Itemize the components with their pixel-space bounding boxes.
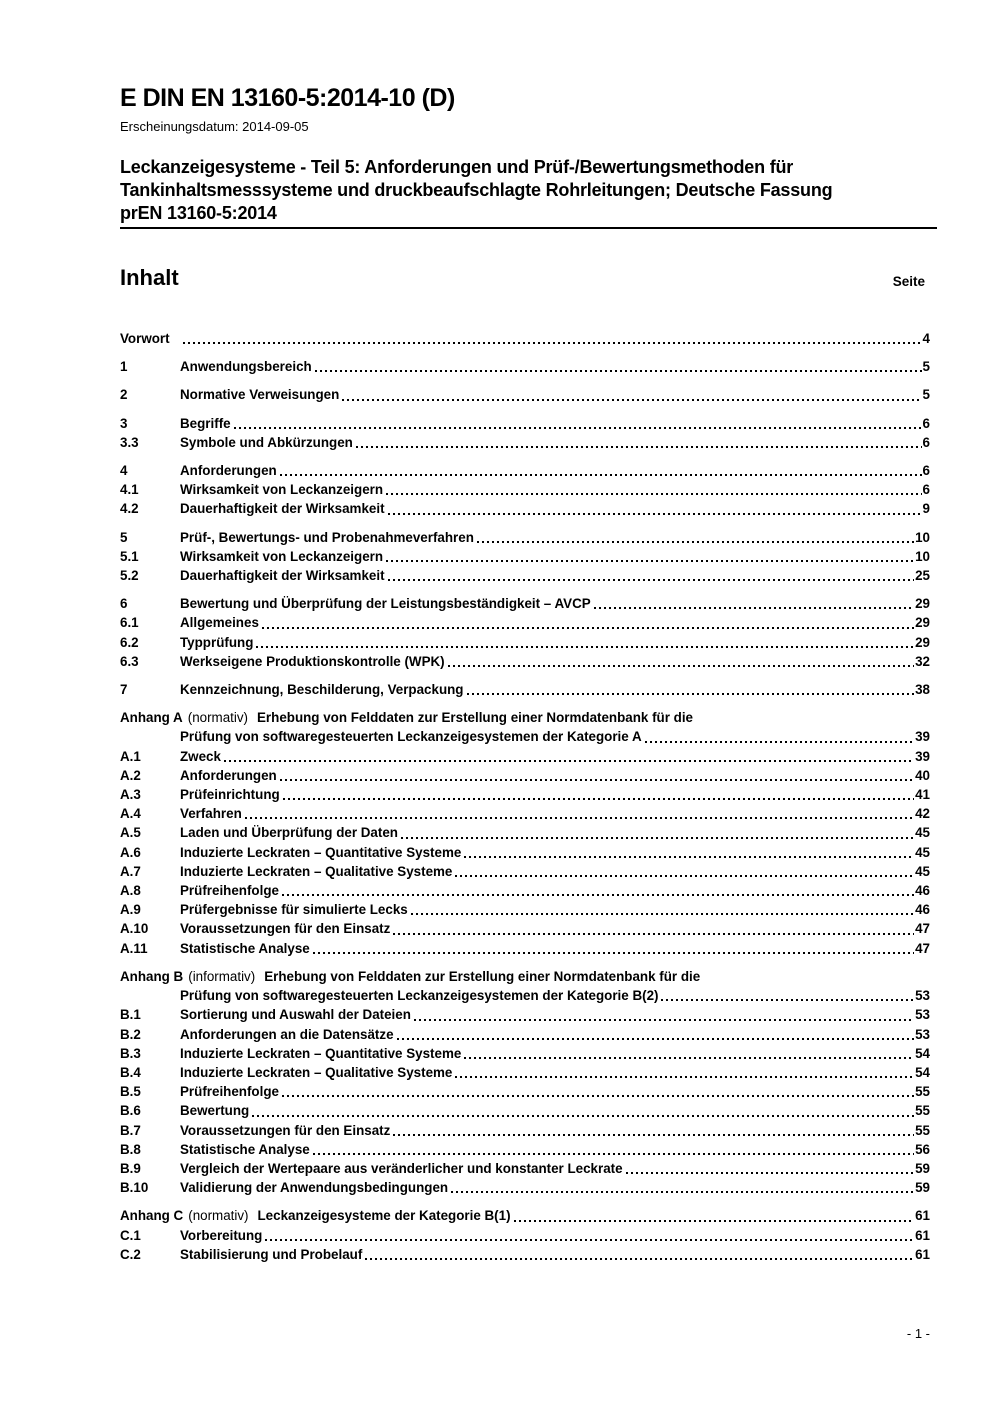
toc-entry-number: B.3: [120, 1045, 141, 1061]
toc-entry-number: B.7: [120, 1122, 141, 1138]
toc-group: [120, 594, 930, 671]
toc-page-number: 61: [915, 1227, 930, 1243]
toc-entry-title: Bewertung und Überprüfung der Leistungsbeständigkeit – AVCP: [180, 596, 591, 612]
toc-page-number: 9: [922, 501, 930, 517]
toc-dot-leader: [282, 1095, 914, 1097]
toc-page-number: 38: [915, 682, 930, 698]
toc-entry-number: 5.2: [120, 568, 139, 584]
toc-entry-title: Induzierte Leckraten – Quantitative Systeme: [180, 844, 462, 860]
toc-entry: [120, 633, 930, 652]
toc-entry-title: Statistische Analyse: [180, 940, 310, 956]
toc-page-number: 5: [922, 387, 930, 403]
toc-list: [120, 329, 930, 1264]
toc-dot-leader: [401, 837, 914, 839]
toc-page-number: 29: [915, 634, 930, 650]
toc-entry-title: Induzierte Leckraten – Qualitative Systeme: [180, 1064, 453, 1080]
toc-dot-leader: [183, 342, 922, 344]
toc-entry: [120, 766, 930, 785]
toc-entry: [120, 613, 930, 632]
toc-dot-leader: [365, 1258, 914, 1260]
toc-entry-number: C.1: [120, 1227, 141, 1243]
toc-page-number: 25: [915, 568, 930, 584]
toc-heading: Inhalt: [120, 265, 179, 290]
toc-entry: [120, 1226, 930, 1245]
toc-page-number: 47: [915, 921, 930, 937]
toc-entry-title: Erhebung von Felddaten zur Erstellung einer Normdatenbank für die: [264, 968, 701, 984]
toc-entry-number: 5.1: [120, 548, 139, 564]
toc-entry-title: Zweck: [180, 748, 221, 764]
toc-entry-title: Allgemeines: [180, 615, 259, 631]
toc-entry: [120, 357, 930, 376]
toc-dot-leader: [464, 1057, 914, 1059]
toc-entry-number: B.6: [120, 1103, 141, 1119]
toc-page-number: 5: [922, 359, 930, 375]
header-divider-rule: [120, 227, 937, 229]
toc-group: [120, 329, 930, 348]
toc-page-number: 6: [922, 482, 930, 498]
toc-entry: [120, 1005, 930, 1024]
toc-dot-leader: [411, 913, 914, 915]
toc-entry-number: Anhang C: [120, 1208, 184, 1224]
toc-page-number: 10: [915, 548, 930, 564]
toc-entry-number: A.11: [120, 940, 148, 956]
toc-page-number: 55: [915, 1103, 930, 1119]
toc-dot-leader: [245, 817, 914, 819]
toc-entry: [120, 1245, 930, 1264]
toc-page-number: 32: [915, 653, 930, 669]
toc-entry-number: A.5: [120, 825, 141, 841]
toc-entry: [120, 967, 930, 986]
toc-entry-title: Prüfergebnisse für simulierte Lecks: [180, 902, 408, 918]
toc-group: [120, 1206, 930, 1264]
toc-entry-number: A.10: [120, 921, 149, 937]
toc-annex-qualifier: (normativ): [187, 710, 248, 726]
toc-entry-title: Wirksamkeit von Leckanzeigern: [180, 548, 384, 564]
toc-dot-leader: [252, 1115, 914, 1117]
toc-group: [120, 414, 930, 452]
toc-dot-leader: [397, 1038, 915, 1040]
toc-entry-title: Leckanzeigesysteme der Kategorie B(1): [257, 1208, 511, 1224]
toc-page-number: 53: [915, 988, 930, 1004]
toc-page-number: 39: [915, 748, 930, 764]
toc-entry: [120, 785, 930, 804]
toc-dot-leader: [661, 999, 914, 1001]
toc-dot-leader: [455, 875, 914, 877]
toc-entry-number: 2: [120, 387, 128, 403]
toc-entry: [120, 499, 930, 518]
toc-entry-title: Voraussetzungen für den Einsatz: [180, 921, 391, 937]
toc-annex-qualifier: (normativ): [188, 1208, 249, 1224]
toc-entry: [120, 594, 930, 613]
toc-entry-number: 3.3: [120, 434, 139, 450]
toc-entry: [120, 939, 930, 958]
toc-entry-number: A.1: [120, 748, 141, 764]
toc-entry-number: B.10: [120, 1180, 149, 1196]
toc-entry-title: Stabilisierung und Probelauf: [180, 1246, 363, 1262]
toc-dot-leader: [393, 933, 914, 935]
toc-entry-title: Voraussetzungen für den Einsatz: [180, 1122, 391, 1138]
toc-dot-leader: [256, 646, 914, 648]
toc-page-number: 40: [915, 767, 930, 783]
toc-entry-title: Verfahren: [180, 806, 242, 822]
toc-entry-number: 7: [120, 682, 128, 698]
toc-entry: [120, 1063, 930, 1082]
toc-entry-title: Typprüfung: [180, 634, 254, 650]
toc-group: [120, 967, 930, 1197]
toc-entry: [120, 547, 930, 566]
toc-entry-title: Kennzeichnung, Beschilderung, Verpackung: [180, 682, 464, 698]
toc-page-number: 4: [922, 331, 930, 346]
toc-entry-number: Anhang B: [120, 968, 184, 984]
toc-page-number: 45: [915, 825, 930, 841]
toc-dot-leader: [388, 513, 922, 515]
toc-dot-leader: [342, 399, 921, 401]
toc-entry-number: A.6: [120, 844, 141, 860]
toc-entry: [120, 480, 930, 499]
toc-entry: [120, 329, 930, 348]
toc-dot-leader: [477, 541, 914, 543]
toc-page-number: 47: [915, 940, 930, 956]
toc-entry: [120, 1140, 930, 1159]
toc-dot-leader: [514, 1220, 915, 1222]
toc-entry-number: 5: [120, 529, 128, 545]
toc-dot-leader: [262, 627, 914, 629]
toc-entry-title: Prüfeinrichtung: [180, 787, 280, 803]
toc-group: [120, 528, 930, 586]
toc-entry-number: A.2: [120, 767, 141, 783]
toc-entry-title: Induzierte Leckraten – Qualitative Systeme: [180, 863, 453, 879]
toc-page-number: 39: [915, 729, 930, 745]
toc-entry: [120, 823, 930, 842]
toc-entry-number: Vorwort: [120, 331, 170, 346]
toc-dot-leader: [282, 894, 914, 896]
toc-entry-title: Prüf-, Bewertungs- und Probenahmeverfahren: [180, 529, 474, 545]
toc-entry-title: Dauerhaftigkeit der Wirksamkeit: [180, 501, 385, 517]
toc-entry-number: B.2: [120, 1026, 141, 1042]
toc-entry: [120, 680, 930, 699]
toc-group: [120, 385, 930, 404]
toc-entry: [120, 1178, 930, 1197]
toc-page-number: 56: [915, 1141, 930, 1157]
toc-entry-number: 4: [120, 463, 128, 479]
toc-entry-number: B.5: [120, 1084, 141, 1100]
toc-page-column-label: Seite: [892, 274, 925, 289]
toc-entry: [120, 747, 930, 766]
toc-dot-leader: [265, 1239, 914, 1241]
toc-entry-continuation: [120, 986, 930, 1005]
toc-entry-title: Laden und Überprüfung der Daten: [180, 825, 398, 841]
toc-entry: [120, 414, 930, 433]
toc-entry-title: Prüfreihenfolge: [180, 1084, 279, 1100]
toc-page-number: 53: [915, 1007, 930, 1023]
toc-page-number: 53: [915, 1026, 930, 1042]
document-title-line: prEN 13160-5:2014: [120, 203, 277, 223]
toc-dot-leader: [388, 579, 915, 581]
toc-dot-leader: [386, 560, 914, 562]
toc-entry-title: Vorbereitung: [180, 1227, 263, 1243]
publication-date: Erscheinungsdatum: 2014-09-05: [120, 119, 309, 134]
toc-dot-leader: [283, 798, 914, 800]
toc-page-number: 10: [915, 529, 930, 545]
toc-entry-number: B.4: [120, 1064, 141, 1080]
toc-entry: [120, 1082, 930, 1101]
toc-dot-leader: [313, 1153, 914, 1155]
toc-entry: [120, 385, 930, 404]
toc-group: [120, 680, 930, 699]
toc-entry: [120, 843, 930, 862]
toc-dot-leader: [455, 1076, 914, 1078]
toc-dot-leader: [414, 1019, 914, 1021]
toc-entry: [120, 461, 930, 480]
toc-dot-leader: [280, 474, 922, 476]
document-title: [120, 156, 955, 225]
toc-page-number: 29: [915, 596, 930, 612]
toc-page-number: 29: [915, 615, 930, 631]
toc-entry-title: Werkseigene Produktionskontrolle (WPK): [180, 653, 445, 669]
toc-entry-number: A.4: [120, 806, 141, 822]
toc-page-number: 55: [915, 1084, 930, 1100]
toc-entry-number: 6.1: [120, 615, 139, 631]
toc-entry: [120, 1159, 930, 1178]
toc-entry: [120, 1206, 930, 1225]
toc-entry-title: Begriffe: [180, 415, 231, 431]
document-title-line: Leckanzeigesysteme - Teil 5: Anforderungen und Prüf-/Bewertungsmethoden für: [120, 157, 794, 177]
toc-group: [120, 357, 930, 376]
toc-page-number: 6: [922, 463, 930, 479]
toc-entry-number: A.8: [120, 883, 141, 899]
toc-dot-leader: [313, 952, 914, 954]
toc-dot-leader: [645, 741, 914, 743]
toc-entry-title: Prüfung von softwaregesteuerten Leckanzeigesystemen der Kategorie A: [180, 729, 642, 745]
toc-dot-leader: [393, 1134, 914, 1136]
document-number: E DIN EN 13160-5:2014-10 (D): [120, 84, 455, 112]
toc-entry: [120, 881, 930, 900]
toc-entry-number: 6: [120, 596, 128, 612]
toc-entry: [120, 1044, 930, 1063]
toc-page-number: 59: [915, 1180, 930, 1196]
toc-dot-leader: [626, 1172, 915, 1174]
toc-entry-title: Anforderungen: [180, 463, 277, 479]
toc-entry-number: B.8: [120, 1141, 141, 1157]
toc-entry-number: 6.3: [120, 653, 139, 669]
toc-entry-title: Anforderungen: [180, 767, 277, 783]
toc-entry: [120, 900, 930, 919]
toc-entry-continuation: [120, 727, 930, 746]
toc-dot-leader: [467, 693, 915, 695]
toc-dot-leader: [356, 446, 922, 448]
toc-entry: [120, 804, 930, 823]
toc-entry: [120, 528, 930, 547]
toc-entry-number: A.3: [120, 787, 141, 803]
toc-entry-number: B.9: [120, 1160, 141, 1176]
toc-entry: [120, 652, 930, 671]
page-number-footer: - 1 -: [906, 1326, 930, 1341]
toc-dot-leader: [594, 607, 914, 609]
toc-annex-qualifier: (informativ): [188, 968, 256, 984]
toc-entry-number: 1: [120, 359, 128, 375]
toc-entry-title: Erhebung von Felddaten zur Erstellung einer Normdatenbank für die: [257, 710, 693, 726]
toc-entry-title: Anwendungsbereich: [180, 359, 312, 375]
toc-entry-title: Bewertung: [180, 1103, 250, 1119]
toc-entry-title: Normative Verweisungen: [180, 387, 340, 403]
toc-entry-title: Induzierte Leckraten – Quantitative Systeme: [180, 1045, 462, 1061]
toc-page-number: 61: [915, 1246, 930, 1262]
toc-entry-title: Prüfreihenfolge: [180, 883, 279, 899]
toc-entry-title: Validierung der Anwendungsbedingungen: [180, 1180, 449, 1196]
toc-entry-number: 4.1: [120, 482, 139, 498]
toc-page-number: 55: [915, 1122, 930, 1138]
toc-dot-leader: [234, 427, 922, 429]
toc-entry-number: C.2: [120, 1246, 141, 1262]
toc-entry: [120, 566, 930, 585]
toc-page-number: 6: [922, 434, 930, 450]
toc-entry-number: A.7: [120, 863, 141, 879]
toc-page-number: 59: [915, 1160, 930, 1176]
toc-entry-title: Sortierung und Auswahl der Dateien: [180, 1007, 411, 1023]
toc-entry: [120, 1121, 930, 1140]
toc-group: [120, 708, 930, 958]
toc-dot-leader: [315, 370, 922, 372]
toc-page-number: 41: [915, 787, 930, 803]
toc-page-number: 46: [915, 902, 930, 918]
toc-entry: [120, 1101, 930, 1120]
toc-page-number: 45: [915, 863, 930, 879]
toc-entry-number: 6.2: [120, 634, 139, 650]
toc-dot-leader: [224, 760, 914, 762]
toc-dot-leader: [386, 493, 921, 495]
toc-entry: [120, 919, 930, 938]
toc-entry-number: B.1: [120, 1007, 141, 1023]
toc-entry-title: Vergleich der Wertepaare aus veränderlicher und konstanter Leckrate: [180, 1160, 623, 1176]
toc-page-number: 45: [915, 844, 930, 860]
toc-page-number: 46: [915, 883, 930, 899]
toc-entry-number: Anhang A: [120, 710, 183, 726]
toc-entry-title: Prüfung von softwaregesteuerten Leckanzeigesystemen der Kategorie B(2): [180, 988, 659, 1004]
toc-entry-number: 3: [120, 415, 128, 431]
toc-entry: [120, 862, 930, 881]
toc-page-number: 61: [915, 1208, 930, 1224]
toc-entry: [120, 1025, 930, 1044]
document-title-line: Tankinhaltsmesssysteme und druckbeaufschlagte Rohrleitungen; Deutsche Fassung: [120, 180, 833, 200]
toc-page-number: 42: [915, 806, 930, 822]
toc-entry-title: Dauerhaftigkeit der Wirksamkeit: [180, 568, 385, 584]
toc-entry: [120, 708, 930, 727]
toc-entry-number: 4.2: [120, 501, 139, 517]
toc-entry-title: Wirksamkeit von Leckanzeigern: [180, 482, 384, 498]
toc-dot-leader: [280, 779, 914, 781]
toc-dot-leader: [448, 665, 914, 667]
toc-page-number: 6: [922, 415, 930, 431]
toc-dot-leader: [464, 856, 914, 858]
toc-entry-title: Anforderungen an die Datensätze: [180, 1026, 394, 1042]
toc-entry-title: Statistische Analyse: [180, 1141, 310, 1157]
toc-entry: [120, 433, 930, 452]
toc-group: [120, 461, 930, 519]
toc-dot-leader: [451, 1191, 914, 1193]
toc-page-number: 54: [915, 1064, 930, 1080]
toc-entry-number: A.9: [120, 902, 141, 918]
toc-page-number: 54: [915, 1045, 930, 1061]
toc-entry-title: Symbole und Abkürzungen: [180, 434, 353, 450]
